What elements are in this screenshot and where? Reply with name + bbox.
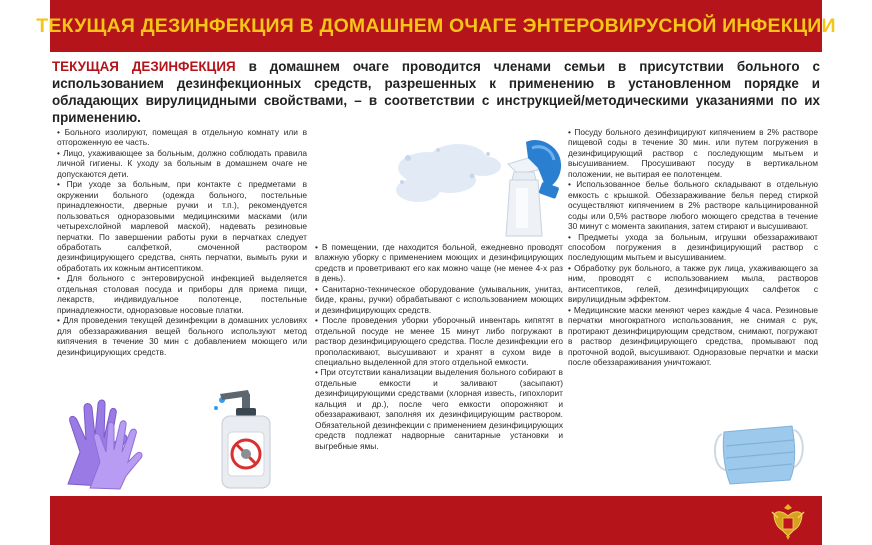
- intro-highlight: ТЕКУЩАЯ ДЕЗИНФЕКЦИЯ: [52, 59, 236, 74]
- list-item: • При уходе за больным, при контакте с предметами в окружении больного (одежда больного, постельные принадлежности, дверные ручки и т.п.), рекомендуется пользоваться одноразовыми медицинскими масками (или четырехслойной марлевой маской), надевать резиновые перчатки. По завершении работы руки в перчатках следует обработать салфеткой, смоченной раствором дезинфицирующего средства, снять перчатки, вымыть руки и обработать их кожным антисептиком.: [57, 179, 307, 273]
- list-item: • В помещении, где находится больной, ежедневно проводят влажную уборку с применением моющих и дезинфицирующих средств и проветривают его как можно чаще (не менее 4-х раз в день).: [315, 242, 563, 284]
- list-item: • Санитарно-техническое оборудование (умывальник, унитаз, биде, краны, ручки) обрабатывают с использованием моющих и дезинфицирующих средств.: [315, 283, 563, 315]
- column-left: [57, 127, 307, 357]
- intro-text: в домашнем очаге проводится членами семьи в присутствии больного с использованием дезинфекционных средств, разрешенных к применению в установленном порядке и обладающих вирулицидными свойствами, – в соответствии с инструкцией/методическими указаниями по их применению.: [52, 59, 821, 125]
- sanitizer-bottle-icon: [208, 386, 278, 490]
- list-item: • Посуду больного дезинфицируют кипячением в 2% растворе пищевой соды в течение 30 мин. или путем погружения в дезинфицирующий раствор с последующим мытьем и высушиванием. Просушивают посуду в вертикальном положении, не вытирая ее полотенцем.: [568, 127, 818, 179]
- list-item: • При отсутствии канализации выделения больного собирают в отдельные емкости и заливают (засыпают) дезинфицирующими средствами (хлорная известь, гипохлорит кальция и др.), после чего емкости опорожняют и обеззараживают, заполняя их дезинфицирующим раствором. Обязательной дезинфекции с применением дезинфицирующих средств подлежат надворные санитарные установки и выгребные ямы.: [315, 367, 563, 451]
- list-item: • Обработку рук больного, а также рук лица, ухаживающего за ним, проводят с использованием мыла, растворов антисептиков, гелей, дезинфицирующих салфеток с вирулицидным эффектом.: [568, 262, 818, 305]
- header-band: [36, 0, 836, 52]
- list-item: • Для проведения текущей дезинфекции в домашних условиях для обеззараживания вещей больного используют метод кипячения в течение 30 мин с добавлением моющего или дезинфицирующих средств.: [57, 315, 307, 357]
- list-item: • Больного изолируют, помещая в отдельную комнату или в отгороженную ее часть.: [57, 127, 307, 148]
- list-item: • После проведения уборки уборочный инвентарь кипятят в отдельной посуде не менее 15 минут либо погружают в раствор дезинфицирующего средства. После дезинфекции его прополаскивают, высушивают и хранят в сухом виде в специально выделенной для этого отдельной емкости.: [315, 315, 563, 367]
- footer-band: [50, 496, 822, 545]
- gloves-icon: [50, 392, 150, 490]
- list-item: • Лицо, ухаживающее за больным, должно соблюдать правила личной гигиены. К уходу за больным в домашнем очаге не допускаются дети.: [57, 147, 307, 179]
- column-middle: [315, 242, 563, 451]
- face-mask-icon: [708, 418, 808, 494]
- list-item: • Использованное белье больного складывают в отдельную емкость с крышкой. Обеззараживание белья перед стиркой осуществляют кипячением в 2% растворе кальцинированной соды или 0,5% растворе любого моющего средства в течение 30 минут с момента закипания, затем стирают и высушивают.: [568, 179, 818, 232]
- coat-of-arms-icon: [768, 500, 808, 542]
- page-title: ТЕКУЩАЯ ДЕЗИНФЕКЦИЯ В ДОМАШНЕМ ОЧАГЕ ЭНТЕРОВИРУСНОЙ ИНФЕКЦИИ: [36, 14, 836, 37]
- list-item: • Для больного с энтеровирусной инфекцией выделяется отдельная столовая посуда и приборы для приема пищи, лекарств, индивидуальное полотенце, постельные принадлежности, одноразовые носовые платки.: [57, 273, 307, 315]
- list-item: • Предметы ухода за больным, игрушки обеззараживают способом погружения в дезинфицирующий раствор с последующим мытьем и высушиванием.: [568, 231, 818, 263]
- column-right: [568, 127, 818, 367]
- intro-paragraph: [52, 58, 820, 126]
- list-item: • Медицинские маски меняют через каждые 4 часа. Резиновые перчатки многократного использования, не снимая с рук, протирают дезинфицирующим средством, снимают, погружают в раствор дезинфицирующего средства, промывают под проточной водой, высушивают. Одноразовые перчатки и маски после обеззараживания уничтожают.: [568, 304, 818, 367]
- spray-bottle-icon: [388, 128, 568, 240]
